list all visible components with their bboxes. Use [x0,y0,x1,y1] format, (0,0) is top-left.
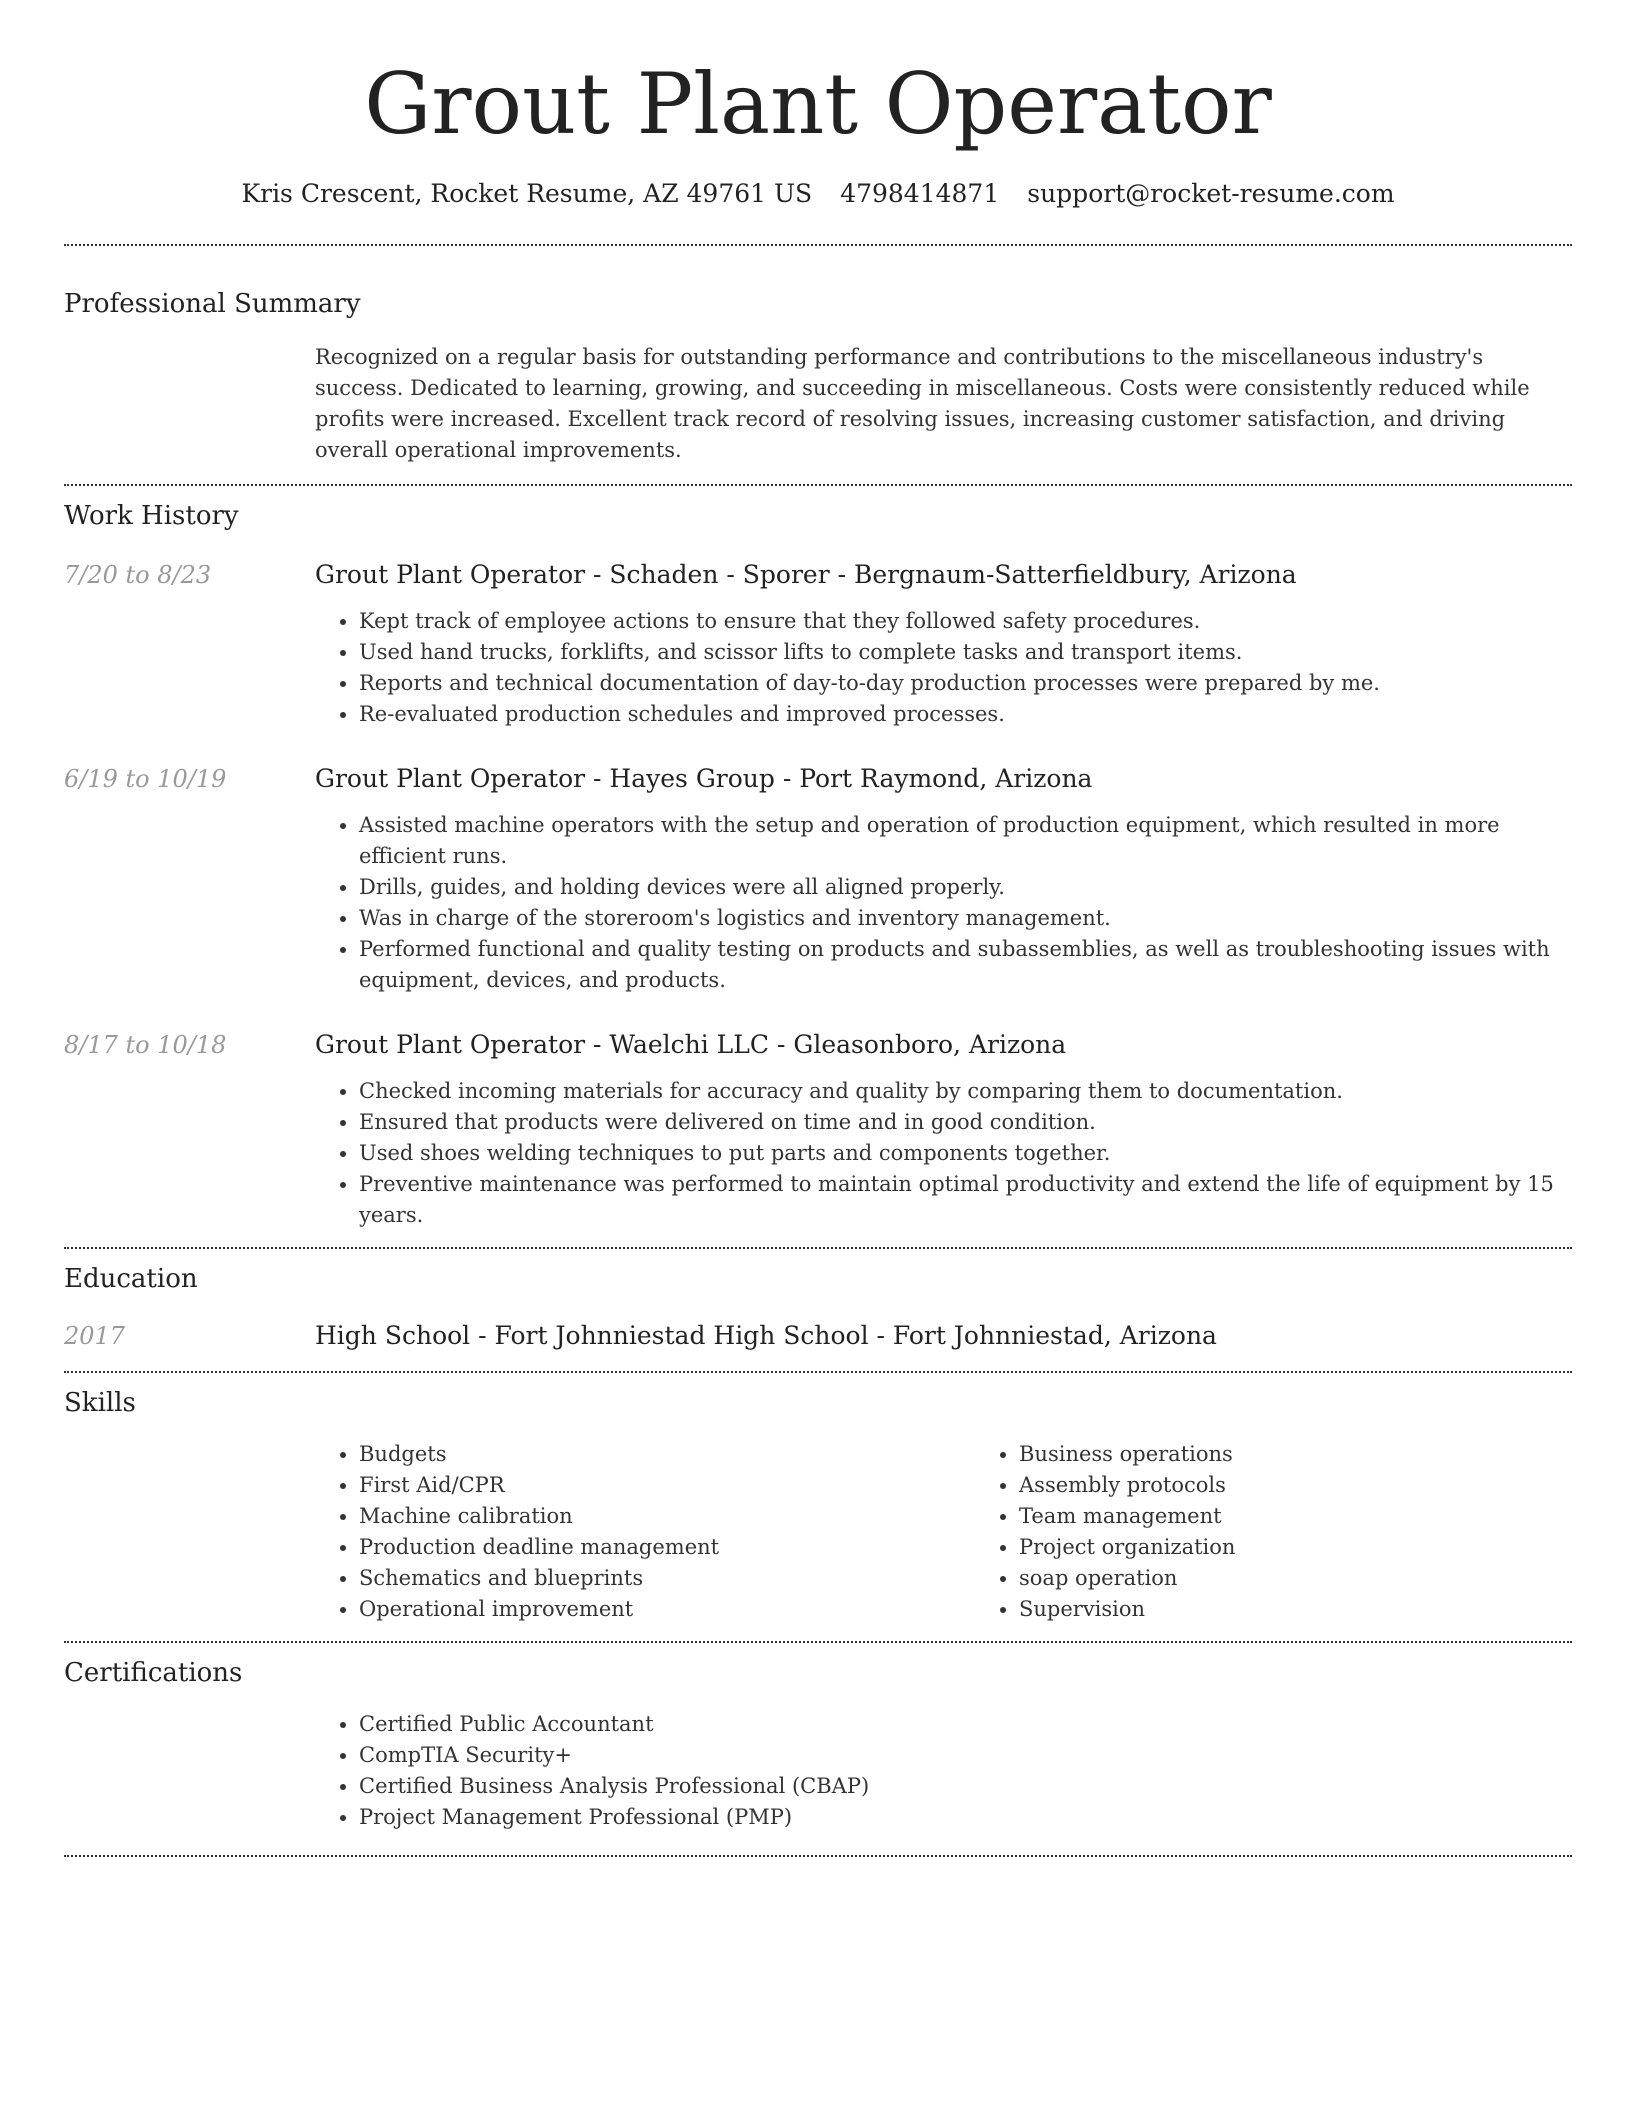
job-dates: 7/20 to 8/23 [64,561,212,589]
list-item: • Used shoes welding techniques to put parts and components together. [359,1138,1572,1169]
section-title-work: Work History [64,501,239,531]
job-entry [64,762,1572,996]
job-dates: 8/17 to 10/18 [64,1031,227,1059]
job-bullets [315,1076,1572,1231]
list-item: • Reports and technical documentation of day-to-day production processes were prepared by me. [359,668,1572,699]
education-year: 2017 [64,1322,126,1350]
list-item: • soap operation [1019,1563,1572,1594]
list-item: • First Aid/CPR [359,1470,975,1501]
list-item: • Business operations [1019,1439,1572,1470]
certifications-row [64,1709,1572,1833]
list-item: • Preventive maintenance was performed to maintain optimal productivity and extend the life of equipment by 15 years. [359,1169,1572,1231]
job-title: Grout Plant Operator - Waelchi LLC - Gleasonboro, Arizona [315,1030,1067,1059]
education-details: High School - Fort Johnniestad High School - Fort Johnniestad, Arizona [315,1321,1217,1350]
list-item: • Budgets [359,1439,975,1470]
summary-spacer [64,342,315,466]
list-item: • Project organization [1019,1532,1572,1563]
section-title-summary: Professional Summary [64,289,361,319]
skills-row [64,1439,1572,1625]
contact-line [64,176,1572,212]
divider [64,1855,1572,1857]
section-title-skills: Skills [64,1388,136,1418]
contact-phone: 4798414871 [840,179,1000,208]
certifications-list [315,1709,1572,1833]
divider [64,244,1572,246]
resume-title: Grout Plant Operator [364,55,1272,153]
job-bullets [315,810,1572,996]
list-item: • Performed functional and quality testing on products and subassemblies, as well as troubleshooting issues with equipment, devices, and products. [359,934,1572,996]
job-title: Grout Plant Operator - Hayes Group - Port Raymond, Arizona [315,764,1093,793]
divider [64,1247,1572,1249]
skills-list-right [975,1439,1572,1625]
list-item: • Assisted machine operators with the setup and operation of production equipment, which resulted in more efficient runs. [359,810,1572,872]
resume-page [64,0,1572,1857]
summary-row [64,342,1572,466]
list-item: • Certified Business Analysis Professional (CBAP) [359,1771,1572,1802]
list-item: • Kept track of employee actions to ensure that they followed safety procedures. [359,606,1572,637]
job-details [315,1028,1572,1231]
divider [64,1641,1572,1643]
job-bullets [315,606,1572,730]
list-item: • Drills, guides, and holding devices were all aligned properly. [359,872,1572,903]
contact-email: support@rocket-resume.com [1027,179,1395,208]
certifications-list-wrap [315,1709,1572,1833]
list-item: • Production deadline management [359,1532,975,1563]
divider [64,484,1572,486]
list-item: • Re-evaluated production schedules and improved processes. [359,699,1572,730]
job-entry [64,558,1572,730]
list-item: • Was in charge of the storeroom's logistics and inventory management. [359,903,1572,934]
section-title-certifications: Certifications [64,1658,243,1688]
job-details [315,762,1572,996]
list-item: • Ensured that products were delivered on time and in good condition. [359,1107,1572,1138]
list-item: • Schematics and blueprints [359,1563,975,1594]
divider [64,1371,1572,1373]
contact-address: Kris Crescent, Rocket Resume, AZ 49761 US [241,179,813,208]
job-dates: 6/19 to 10/19 [64,765,227,793]
list-item: • Team management [1019,1501,1572,1532]
summary-text: Recognized on a regular basis for outstanding performance and contributions to the miscellaneous industry's success. Dedicated to learning, growing, and succeeding in miscellaneous. Costs were consistently reduced while profits were increased. Excellent track record of resolving issues, increasing customer satisfaction, and driving overall operational improvements. [315,345,1530,462]
list-item: • Assembly protocols [1019,1470,1572,1501]
job-title: Grout Plant Operator - Schaden - Sporer - Bergnaum-Satterfieldbury, Arizona [315,560,1297,589]
list-item: • Machine calibration [359,1501,975,1532]
education-entry [64,1319,1572,1353]
skills-list-left [315,1439,975,1625]
list-item: • Checked incoming materials for accuracy and quality by comparing them to documentation. [359,1076,1572,1107]
list-item: • CompTIA Security+ [359,1740,1572,1771]
skills-grid [315,1439,1572,1625]
list-item: • Operational improvement [359,1594,975,1625]
list-item: • Supervision [1019,1594,1572,1625]
skills-spacer [64,1439,315,1625]
list-item: • Used hand trucks, forklifts, and scissor lifts to complete tasks and transport items. [359,637,1572,668]
list-item: • Project Management Professional (PMP) [359,1802,1572,1833]
section-title-education: Education [64,1264,198,1294]
list-item: • Certified Public Accountant [359,1709,1572,1740]
job-details [315,558,1572,730]
job-entry [64,1028,1572,1231]
certifications-spacer [64,1709,315,1833]
